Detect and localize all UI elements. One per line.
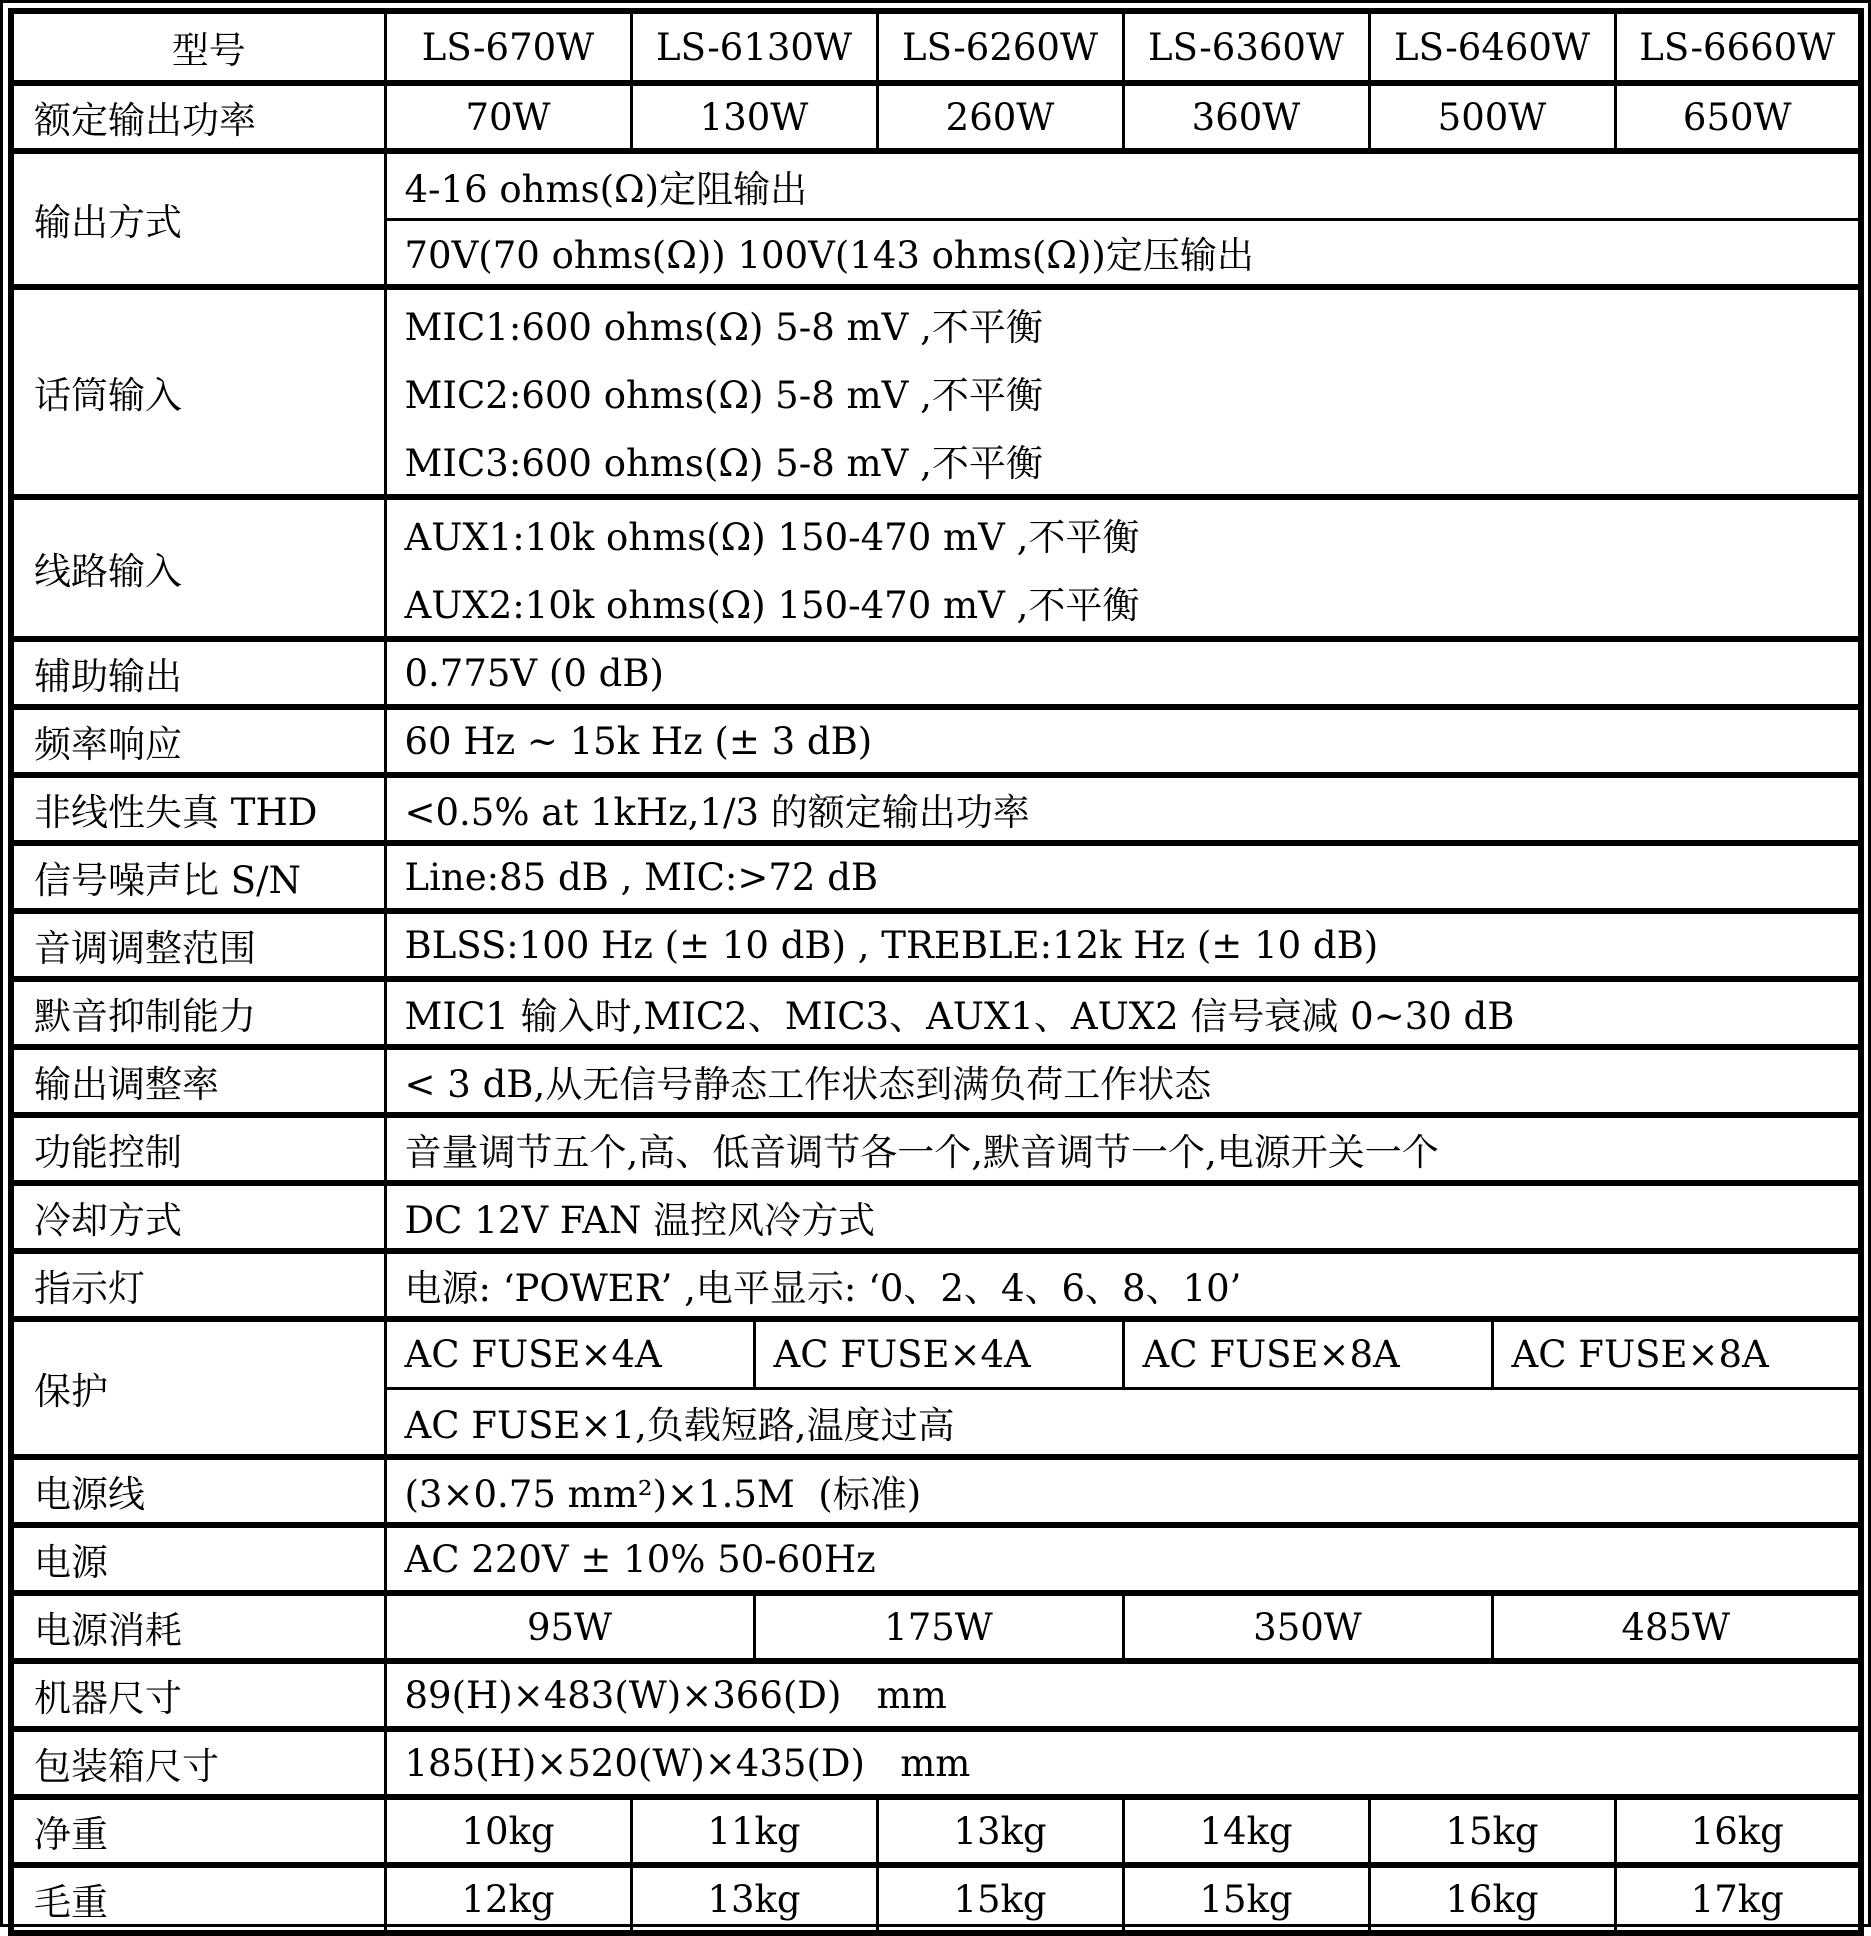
- rated-power-cell: 70W: [385, 83, 631, 151]
- spec-value-cell: < 3 dB,从无信号静态工作状态到满负荷工作状态: [385, 1047, 1861, 1115]
- rated-power-cell: 500W: [1369, 83, 1615, 151]
- weight-cell: 11kg: [631, 1797, 877, 1865]
- spec-value-cell: 70V(70 ohms(Ω)) 100V(143 ohms(Ω))定压输出: [385, 219, 1861, 287]
- row-power-consumption: [11, 1593, 1861, 1661]
- row-label: 电源: [11, 1525, 385, 1593]
- row-label: 辅助输出: [11, 639, 385, 707]
- row-label: 信号噪声比 S/N: [11, 843, 385, 911]
- rated-power-cell: 130W: [631, 83, 877, 151]
- row-gross-weight: [11, 1865, 1861, 1933]
- spec-table: [8, 8, 1864, 1936]
- row-tone-range: [11, 911, 1861, 979]
- row-mic-input: [11, 287, 1861, 497]
- weight-cell: 10kg: [385, 1797, 631, 1865]
- row-power-cord: [11, 1457, 1861, 1525]
- weight-cell: 15kg: [1123, 1865, 1369, 1933]
- power-consumption-cell: 175W: [754, 1593, 1123, 1661]
- row-label: 电源线: [11, 1457, 385, 1525]
- row-package-size: [11, 1729, 1861, 1797]
- row-label: 指示灯: [11, 1251, 385, 1319]
- spec-value-cell: [385, 497, 1861, 639]
- row-label: 净重: [11, 1797, 385, 1865]
- spec-value-cell: AC 220V ± 10% 50-60Hz: [385, 1525, 1861, 1593]
- spec-value-cell: 电源: ‘POWER’ ,电平显示: ‘0、2、4、6、8、10’: [385, 1251, 1861, 1319]
- row-net-weight: [11, 1797, 1861, 1865]
- weight-cell: 13kg: [631, 1865, 877, 1933]
- row-snr: [11, 843, 1861, 911]
- model-name-cell: LS-6260W: [877, 11, 1123, 83]
- model-name-cell: LS-6460W: [1369, 11, 1615, 83]
- weight-cell: 13kg: [877, 1797, 1123, 1865]
- row-frequency-response: [11, 707, 1861, 775]
- row-label: 包装箱尺寸: [11, 1729, 385, 1797]
- fuse-cell: AC FUSE×4A: [754, 1319, 1123, 1388]
- row-label: 电源消耗: [11, 1593, 385, 1661]
- weight-cell: 16kg: [1369, 1865, 1615, 1933]
- weight-cell: 14kg: [1123, 1797, 1369, 1865]
- spec-value-cell: 0.775V (0 dB): [385, 639, 1861, 707]
- row-protection: [11, 1319, 1861, 1388]
- model-name-cell: LS-670W: [385, 11, 631, 83]
- spec-line: AUX1:10k ohms(Ω) 150-470 mV ,不平衡: [404, 516, 1140, 559]
- model-name-cell: LS-6660W: [1615, 11, 1861, 83]
- row-power-supply: [11, 1525, 1861, 1593]
- spec-line: MIC2:600 ohms(Ω) 5-8 mV ,不平衡: [404, 374, 1043, 417]
- row-label: 功能控制: [11, 1115, 385, 1183]
- row-output-regulation: [11, 1047, 1861, 1115]
- row-label: 冷却方式: [11, 1183, 385, 1251]
- spec-value-cell: 音量调节五个,高、低音调节各一个,默音调节一个,电源开关一个: [385, 1115, 1861, 1183]
- weight-cell: 12kg: [385, 1865, 631, 1933]
- spec-line: AUX2:10k ohms(Ω) 150-470 mV ,不平衡: [404, 584, 1140, 627]
- spec-value-cell: MIC1 输入时,MIC2、MIC3、AUX1、AUX2 信号衰减 0~30 dB: [385, 979, 1861, 1047]
- row-model-header: [11, 11, 1861, 83]
- power-consumption-cell: 95W: [385, 1593, 754, 1661]
- row-label: 保护: [11, 1319, 385, 1457]
- model-name-cell: LS-6360W: [1123, 11, 1369, 83]
- row-line-input: [11, 497, 1861, 639]
- row-function-control: [11, 1115, 1861, 1183]
- fuse-cell: AC FUSE×8A: [1492, 1319, 1861, 1388]
- row-cooling: [11, 1183, 1861, 1251]
- weight-cell: 17kg: [1615, 1865, 1861, 1933]
- spec-value-cell: Line:85 dB , MIC:>72 dB: [385, 843, 1861, 911]
- rated-power-cell: 650W: [1615, 83, 1861, 151]
- weight-cell: 15kg: [877, 1865, 1123, 1933]
- power-consumption-cell: 485W: [1492, 1593, 1861, 1661]
- row-label: 毛重: [11, 1865, 385, 1933]
- rated-power-cell: 360W: [1123, 83, 1369, 151]
- row-label: 音调调整范围: [11, 911, 385, 979]
- spec-value-cell: 185(H)×520(W)×435(D) mm: [385, 1729, 1861, 1797]
- row-label-model: 型号: [11, 11, 385, 83]
- spec-value-cell: 4-16 ohms(Ω)定阻输出: [385, 151, 1861, 219]
- spec-value-cell: DC 12V FAN 温控风冷方式: [385, 1183, 1861, 1251]
- row-indicator: [11, 1251, 1861, 1319]
- row-label: 机器尺寸: [11, 1661, 385, 1729]
- row-label: 非线性失真 THD: [11, 775, 385, 843]
- weight-cell: 16kg: [1615, 1797, 1861, 1865]
- spec-value-cell: <0.5% at 1kHz,1/3 的额定输出功率: [385, 775, 1861, 843]
- row-label: 额定输出功率: [11, 83, 385, 151]
- spec-value-cell: (3×0.75 mm²)×1.5M (标准): [385, 1457, 1861, 1525]
- spec-value-cell: [385, 287, 1861, 497]
- power-consumption-cell: 350W: [1123, 1593, 1492, 1661]
- row-machine-size: [11, 1661, 1861, 1729]
- row-label: 话筒输入: [11, 287, 385, 497]
- row-label: 输出方式: [11, 151, 385, 287]
- spec-line: MIC3:600 ohms(Ω) 5-8 mV ,不平衡: [404, 442, 1043, 485]
- fuse-cell: AC FUSE×8A: [1123, 1319, 1492, 1388]
- model-name-cell: LS-6130W: [631, 11, 877, 83]
- row-label: 线路输入: [11, 497, 385, 639]
- spec-value-cell: BLSS:100 Hz (± 10 dB) , TREBLE:12k Hz (± 10 dB): [385, 911, 1861, 979]
- row-label: 输出调整率: [11, 1047, 385, 1115]
- row-output-mode: [11, 151, 1861, 219]
- row-thd: [11, 775, 1861, 843]
- row-aux-output: [11, 639, 1861, 707]
- spec-value-cell: 89(H)×483(W)×366(D) mm: [385, 1661, 1861, 1729]
- fuse-cell: AC FUSE×4A: [385, 1319, 754, 1388]
- spec-value-cell: 60 Hz ~ 15k Hz (± 3 dB): [385, 707, 1861, 775]
- row-mute-suppression: [11, 979, 1861, 1047]
- rated-power-cell: 260W: [877, 83, 1123, 151]
- row-label: 默音抑制能力: [11, 979, 385, 1047]
- row-label: 频率响应: [11, 707, 385, 775]
- spec-value-cell: AC FUSE×1,负载短路,温度过高: [385, 1388, 1861, 1457]
- weight-cell: 15kg: [1369, 1797, 1615, 1865]
- spec-line: MIC1:600 ohms(Ω) 5-8 mV ,不平衡: [404, 306, 1043, 349]
- row-rated-output-power: [11, 83, 1861, 151]
